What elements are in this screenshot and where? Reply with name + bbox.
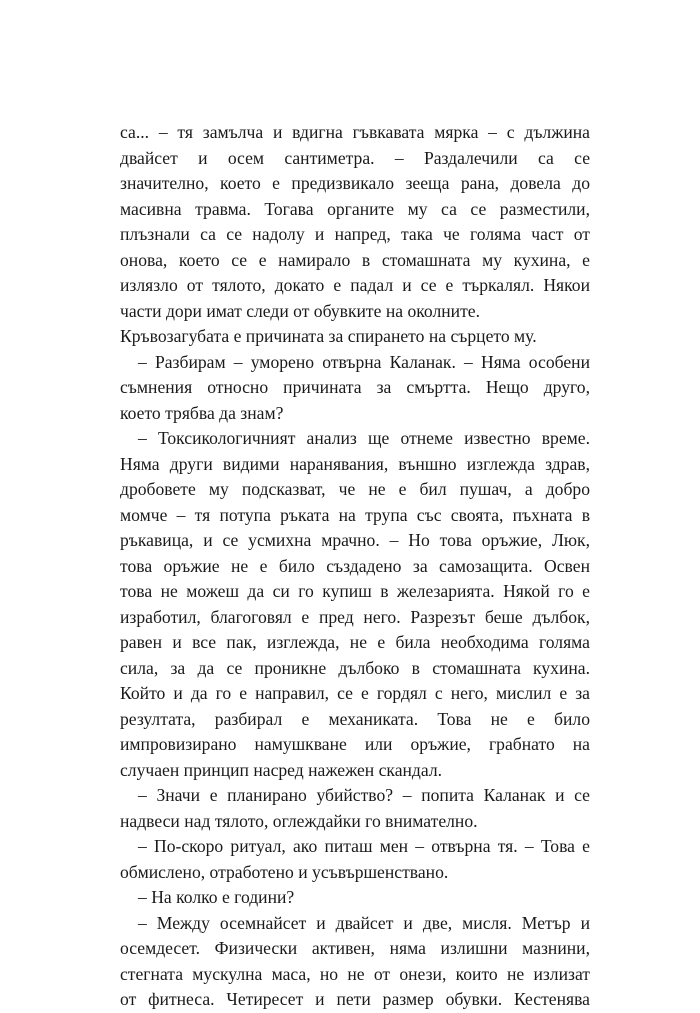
- text-line: обмислено, отработено и усъвършенствано.: [120, 861, 449, 882]
- text-line: Който и да го е направил, се е гордял с него, мислил е за: [120, 683, 590, 703]
- text-line: изработил, благоговял е пред него. Разрезът беше дълбок,: [120, 606, 590, 627]
- body-text: [120, 120, 590, 1013]
- text-line: сила, за да се проникне дълбоко в стомашната кухина.: [120, 657, 590, 678]
- text-line: равен и все пак, изглежда, не е била необходима голяма: [120, 632, 590, 652]
- text-line: надвеси над тялото, оглеждайки го внимателно.: [120, 810, 478, 831]
- text-line: Кръвозагубата е причината за спирането на сърцето му.: [120, 326, 537, 346]
- text-line: момче – тя потупа ръката на трупа със своята, пъхната в: [120, 504, 590, 525]
- text-line: – По-скоро ритуал, ако питаш мен – отвърна тя. – Това е: [138, 836, 590, 856]
- text-line: случаен принцип насред нажежен скандал.: [120, 759, 443, 780]
- text-line: излязло от тялото, докато е падал и се е търкалял. Някои: [120, 275, 590, 295]
- text-line: което трябва да знам?: [120, 402, 284, 423]
- text-line: са... – тя замълча и вдигна гъвкавата мярка – с дължина: [120, 122, 590, 142]
- text-line: съмнения относно причината за смъртта. Нещо друго,: [120, 377, 590, 397]
- text-line: – На колко е години?: [138, 887, 295, 907]
- text-line: стегната мускулна маса, но не от онези, които не излизат: [120, 963, 590, 984]
- text-line: това оръжие не е било създадено за самозащита. Освен: [120, 555, 590, 576]
- text-line: дробовете му подсказват, че не е бил пушач, а добро: [120, 479, 590, 499]
- text-line: – Значи е планирано убийство? – попита Каланак и се: [138, 785, 590, 805]
- text-line: двайсет и осем сантиметра. – Раздалечили са се: [120, 147, 590, 168]
- text-line: от фитнеса. Четиресет и пети размер обувки. Кестенява: [120, 989, 590, 1009]
- text-line: – Между осемнайсет и двайсет и две, мисля. Метър и: [138, 912, 590, 933]
- text-line: импровизирано намушкване или оръжие, грабнато на: [120, 734, 590, 754]
- text-line: онова, което се е намирало в стомашната му кухина, е: [120, 249, 590, 270]
- text-line: това не можеш да си го купиш в железарията. Някой го е: [120, 581, 590, 601]
- text-line: – Токсикологичният анализ ще отнеме известно време.: [138, 428, 590, 448]
- text-line: Няма други видими наранявания, външно изглежда здрав,: [120, 453, 590, 474]
- text-line: части дори имат следи от обувките на околните.: [120, 300, 480, 321]
- text-line: резултата, разбирал е механиката. Това не е било: [120, 708, 590, 729]
- text-line: – Разбирам – уморено отвърна Каланак. – Няма особени: [138, 351, 590, 372]
- text-line: осемдесет. Физически активен, няма излишни мазнини,: [120, 938, 590, 958]
- text-line: ръкавица, и се усмихна мрачно. – Но това оръжие, Люк,: [120, 530, 590, 550]
- text-line: значително, което е предизвикало зееща рана, довела до: [120, 173, 590, 193]
- text-line: масивна травма. Тогава органите му са се разместили,: [120, 198, 590, 219]
- text-line: плъзнали са се надолу и напред, така че голяма част от: [120, 224, 590, 244]
